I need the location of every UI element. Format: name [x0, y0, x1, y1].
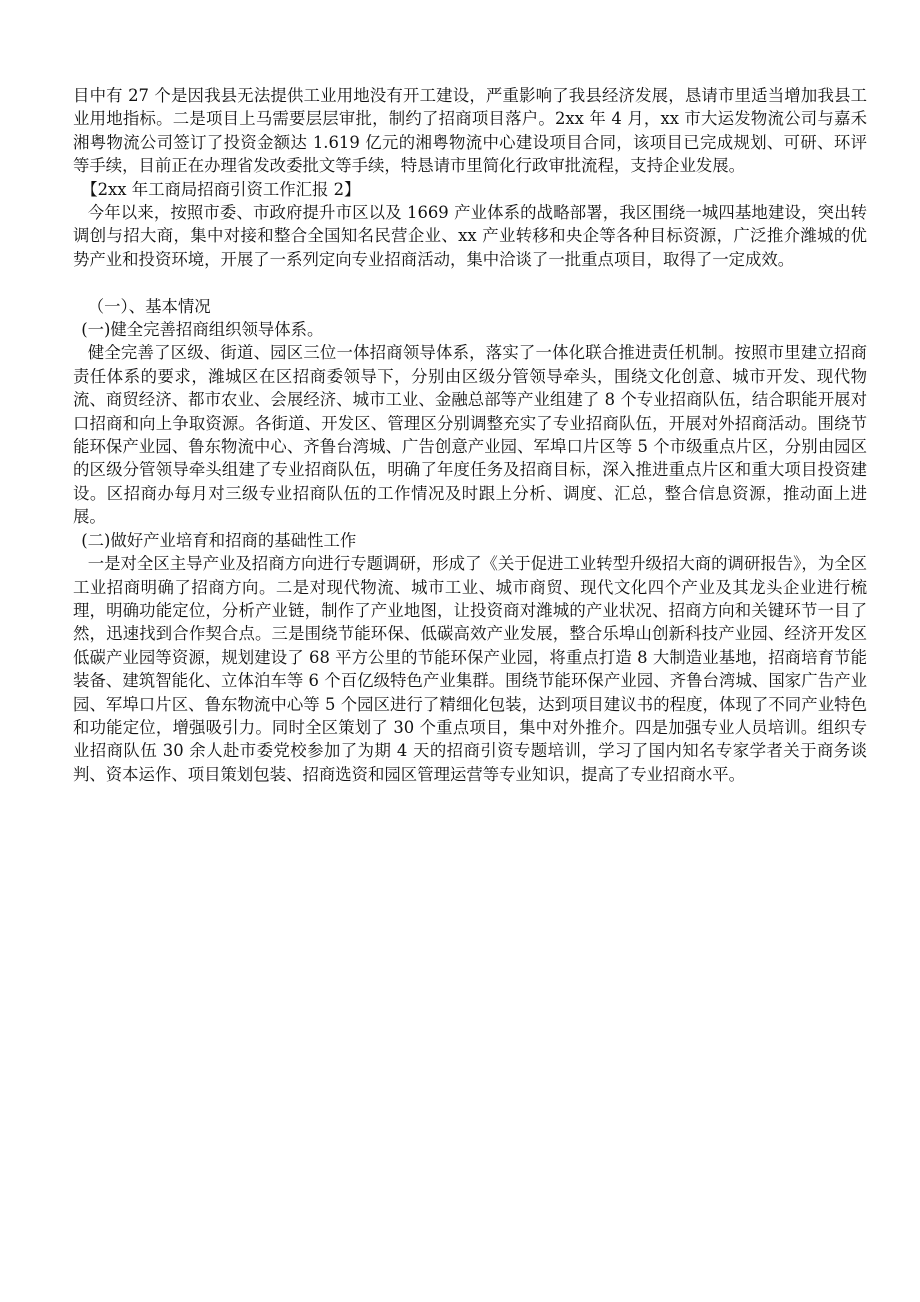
paragraph-organization: 健全完善了区级、街道、园区三位一体招商领导体系，落实了一体化联合推进责任机制。按照市里建立招商责任体系的要求，潍城区在区招商委领导下，分别由区级分管领导牵头，围绕文化创意、城市开发、现代物流、商贸经济、都市农业、会展经济、城市工业、金融总部等产业组建了 8 个专业招商队伍，结合职能开展对口招商和向上争取资源。各街道、开发区、管理区分别调整充实了专业招商队伍，开展对外招商活动。围绕节能环保产业园、鲁东物流中心、齐鲁台湾城、广告创意产业园、军埠口片区等 5 个市级重点片区，分别由园区的区级分管领导牵头组建了专业招商队伍，明确了年度任务及招商目标，深入推进重点片区和重大项目投资建设。区招商办每月对三级专业招商队伍的工作情况及时跟上分析、调度、汇总，整合信息资源，推动面上进展。 [73, 343, 867, 527]
document-page [73, 84, 867, 786]
heading-basic-situation: （一）、基本情况 [87, 296, 211, 316]
subheading-organization: (一)健全完善招商组织领导体系。 [81, 320, 324, 340]
subheading-foundation: (二)做好产业培育和招商的基础性工作 [81, 530, 357, 550]
paragraph-continued: 目中有 27 个是因我县无法提供工业用地没有开工建设，严重影响了我县经济发展，恳请市里适当增加我县工业用地指标。二是项目上马需要层层审批，制约了招商项目落户。2xx 年 4 月，xx 市大运发物流公司与嘉禾湘粤物流公司签订了投资金额达 1.619 亿元的湘粤物流中心建设项目合同，该项目已完成规划、可研、环评等手续，目前正在办理省发改委批文等手续，特恳请市里简化行政审批流程，支持企业发展。 [73, 86, 867, 176]
section-title: 【2xx 年工商局招商引资工作汇报 2】 [81, 179, 361, 199]
paragraph-intro: 今年以来，按照市委、市政府提升市区以及 1669 产业体系的战略部署，我区围绕一城四基地建设，突出转调创与招大商，集中对接和整合全国知名民营企业、xx 产业转移和央企等各种目标资源，广泛推介潍城的优势产业和投资环境，开展了一系列定向专业招商活动，集中洽谈了一批重点项目，取得了一定成效。 [73, 203, 867, 269]
paragraph-foundation: 一是对全区主导产业及招商方向进行专题调研，形成了《关于促进工业转型升级招大商的调研报告》，为全区工业招商明确了招商方向。二是对现代物流、城市工业、城市商贸、现代文化四个产业及其龙头企业进行梳理，明确功能定位，分析产业链，制作了产业地图，让投资商对潍城的产业状况、招商方向和关键环节一目了然，迅速找到合作契合点。三是围绕节能环保、低碳高效产业发展，整合乐埠山创新科技产业园、经济开发区低碳产业园等资源，规划建设了 68 平方公里的节能环保产业园，将重点打造 8 大制造业基地，招商培育节能装备、建筑智能化、立体泊车等 6 个百亿级特色产业集群。围绕节能环保产业园、齐鲁台湾城、国家广告产业园、军埠口片区、鲁东物流中心等 5 个园区进行了精细化包装，达到项目建议书的程度，体现了不同产业特色和功能定位，增强吸引力。同时全区策划了 30 个重点项目，集中对外推介。四是加强专业人员培训。组织专业招商队伍 30 余人赴市委党校参加了为期 4 天的招商引资专题培训，学习了国内知名专家学者关于商务谈判、资本运作、项目策划包装、招商选资和园区管理运营等专业知识，提高了专业招商水平。 [73, 554, 867, 784]
blank-line [73, 271, 867, 294]
